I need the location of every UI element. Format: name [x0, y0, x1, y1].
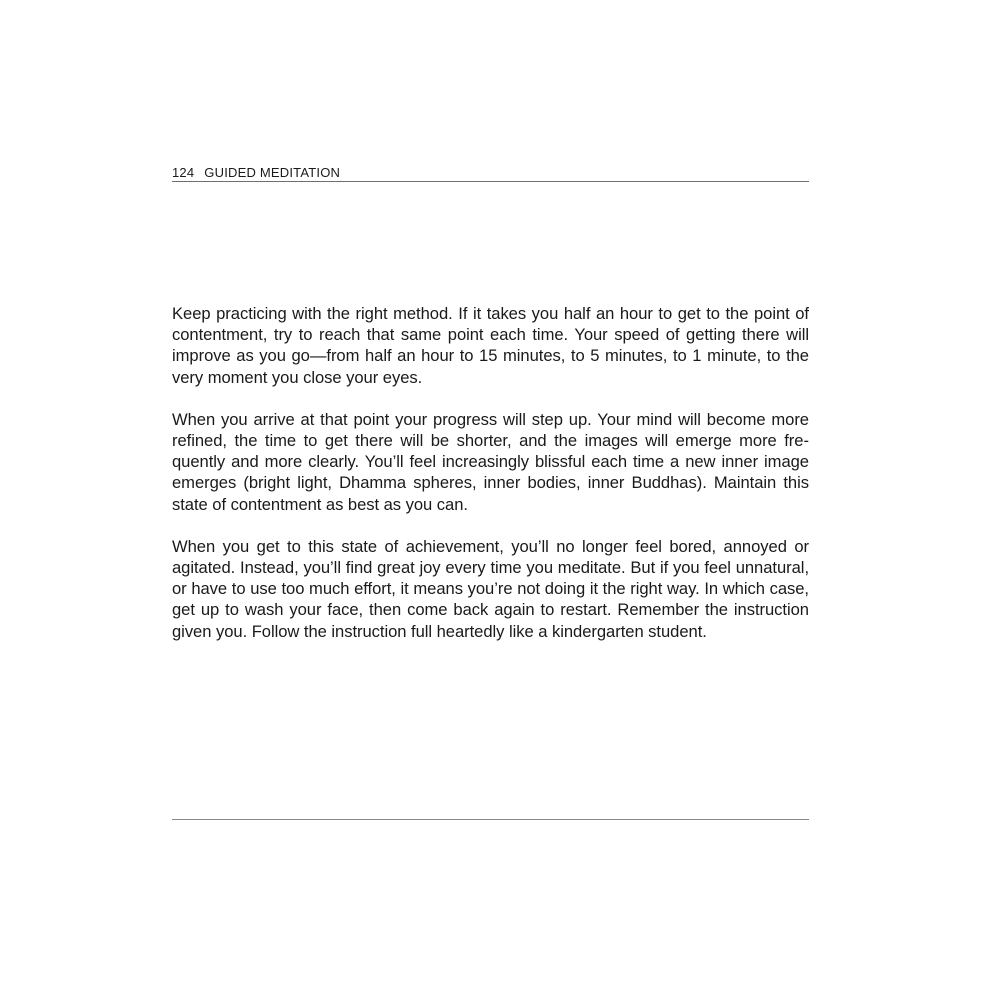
- body-text: [172, 303, 809, 663]
- paragraph-3: When you get to this state of achievement, you’ll no longer feel bored, annoyed or agitated. Instead, you’ll find great joy every time you meditate. But if you feel unnatural, or have to use too much effort, it means you’re not doing it the right way. In which case, get up to wash your face, then come back again to restart. Remember the instruction given you. Follow the instruction full heartedly like a kindergarten student.: [172, 536, 809, 641]
- paragraph-1: Keep practicing with the right method. If it takes you half an hour to get to the point of contentment, try to reach that same point each time. Your speed of getting there will improve as you go—from half an hour to 15 minutes, to 5 minutes, to 1 minute, to the very moment you close your eyes.: [172, 304, 809, 387]
- running-header-title: GUIDED MEDITATION: [204, 165, 341, 180]
- page-number: 124: [172, 165, 195, 180]
- paragraph-2: When you arrive at that point your progress will step up. Your mind will become more refined, the time to get there will be shorter, and the images will emerge more frequently and more clearly. You’ll feel increasingly blissful each time a new inner image emerges (bright light, Dhamma spheres, inner bodies, inner Buddhas). Maintain this state of contentment as best as you can.: [172, 409, 809, 514]
- running-header: [172, 165, 809, 182]
- footer-rule: [172, 819, 809, 820]
